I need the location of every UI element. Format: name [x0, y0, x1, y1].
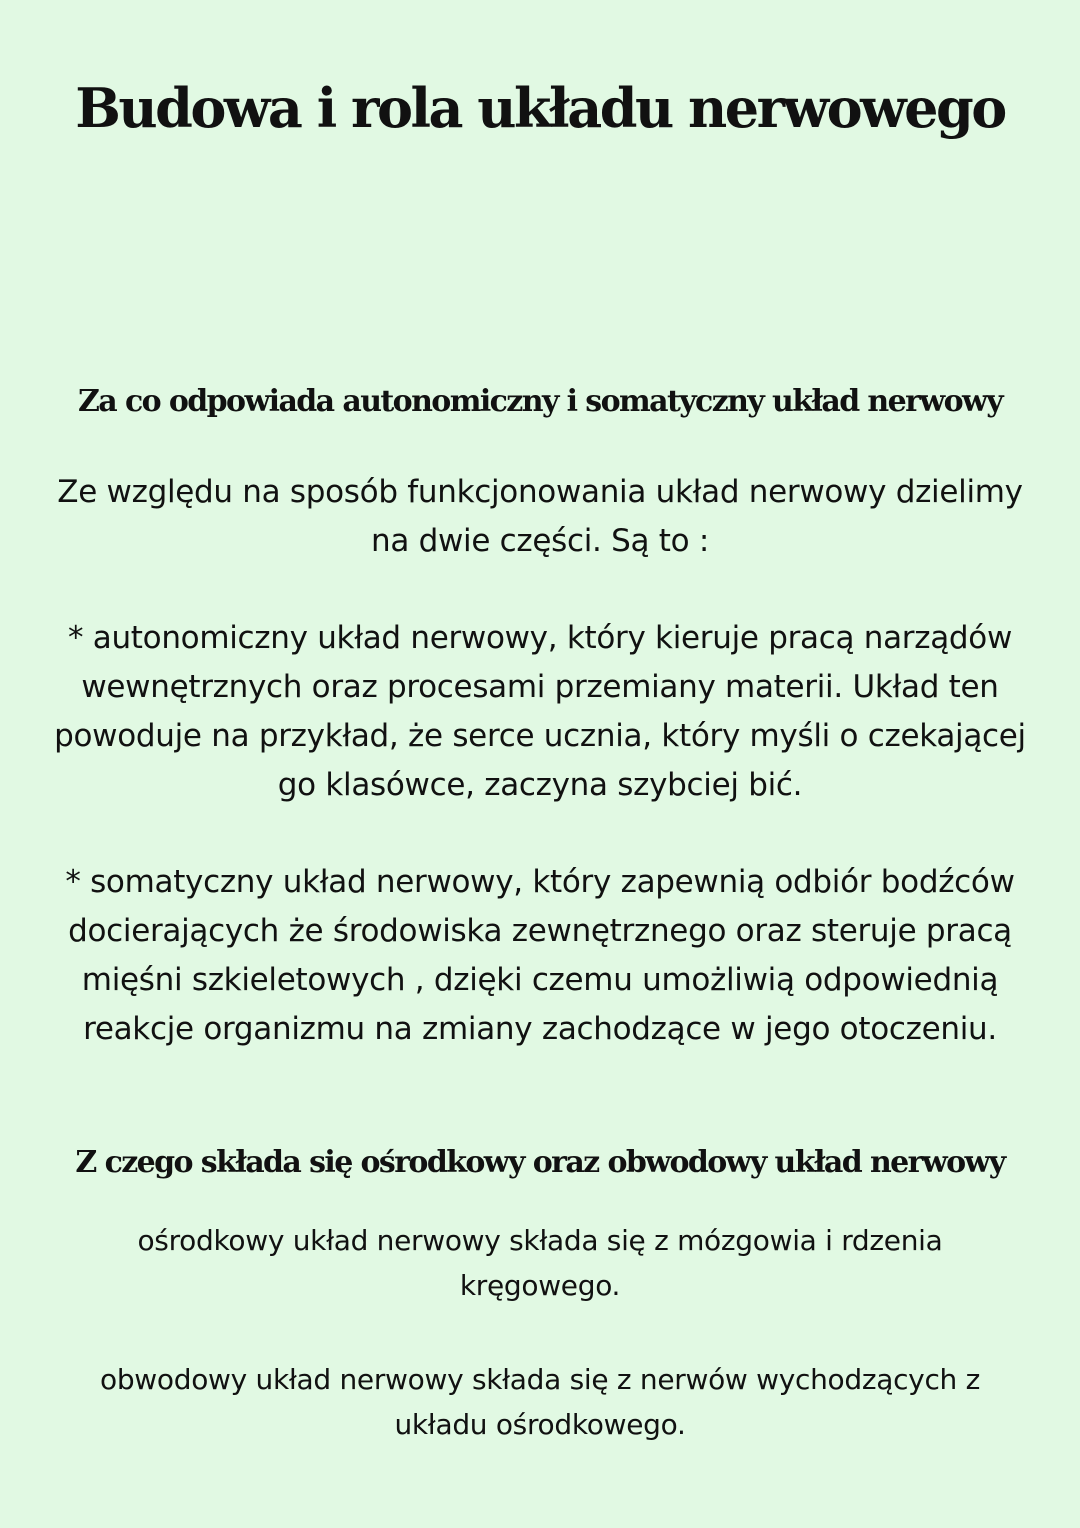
text-line: Ze względu na sposób funkcjonowania układ nerwowy dzielimy	[57, 474, 1023, 510]
text-line: ośrodkowy układ nerwowy składa się z mózgowia i rdzenia	[137, 1224, 943, 1257]
text-line: na dwie części. Są to :	[370, 523, 710, 559]
section-heading-autonomic-somatic: Za co odpowiada autonomiczny i somatyczny układ nerwowy	[77, 384, 1003, 419]
central-nervous-paragraph	[30, 1218, 1050, 1308]
text-line: kręgowego.	[459, 1269, 621, 1302]
text-line: reakcje organizmu na zmiany zachodzące w jego otoczeniu.	[83, 1011, 997, 1047]
somatic-paragraph	[30, 858, 1050, 1054]
text-line: obwodowy układ nerwowy składa się z nerwów wychodzących z	[100, 1363, 980, 1396]
text-line: * autonomiczny układ nerwowy, który kieruje pracą narządów	[68, 620, 1012, 656]
text-line: powoduje na przykład, że serce ucznia, który myśli o czekającej	[54, 718, 1026, 754]
text-line: układu ośrodkowego.	[394, 1408, 686, 1441]
text-line: docierających że środowiska zewnętrznego oraz steruje pracą	[68, 913, 1012, 949]
text-line: wewnętrznych oraz procesami przemiany materii. Układ ten	[81, 669, 999, 705]
text-line: go klasówce, zaczyna szybciej bić.	[277, 767, 803, 803]
text-line: * somatyczny układ nerwowy, który zapewnią odbiór bodźców	[65, 864, 1015, 900]
autonomic-paragraph	[30, 614, 1050, 810]
peripheral-nervous-paragraph	[30, 1357, 1050, 1447]
page-title: Budowa i rola układu nerwowego	[75, 76, 1005, 140]
section-heading-central-peripheral: Z czego składa się ośrodkowy oraz obwodowy układ nerwowy	[75, 1145, 1005, 1180]
intro-paragraph	[30, 468, 1050, 566]
text-line: mięśni szkieletowych , dzięki czemu umożliwią odpowiednią	[81, 962, 999, 998]
